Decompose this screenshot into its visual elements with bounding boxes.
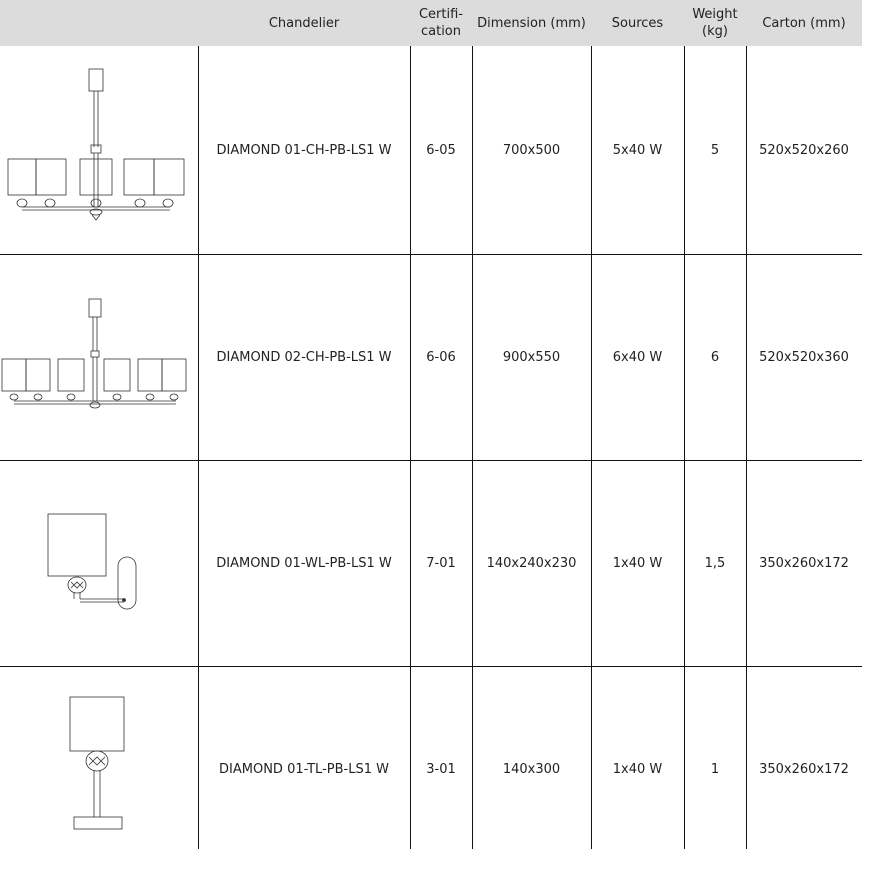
weight-value: 6 (710, 350, 720, 365)
carton-value: 350x260x172 (759, 762, 849, 777)
dimension-value: 140x300 (502, 762, 561, 777)
header-weight: Weight (kg) (692, 7, 738, 39)
certification-value: 6-05 (426, 143, 456, 158)
header-certification: Certifi- cation (418, 7, 463, 39)
dimension-value: 700x500 (502, 143, 561, 158)
certification-value: 3-01 (426, 762, 456, 777)
dimension-value: 900x550 (502, 350, 561, 365)
carton-value: 520x520x360 (759, 350, 849, 365)
header-sources: Sources (611, 15, 664, 31)
model-name: DIAMOND 01-TL-PB-LS1 W (219, 762, 389, 777)
dimension-value: 140x240x230 (486, 556, 577, 571)
model-name: DIAMOND 01-WL-PB-LS1 W (216, 556, 392, 571)
model-name: DIAMOND 01-CH-PB-LS1 W (216, 143, 392, 158)
header-chandelier: Chandelier (268, 15, 340, 31)
weight-value: 1 (710, 762, 720, 777)
five-arm-chandelier-icon (0, 47, 198, 254)
table-header (0, 0, 862, 46)
certification-value: 7-01 (426, 556, 456, 571)
sources-value: 6x40 W (612, 350, 663, 365)
header-dimension: Dimension (mm) (477, 15, 586, 31)
sources-value: 1x40 W (612, 762, 663, 777)
weight-value: 1,5 (704, 556, 726, 571)
carton-value: 350x260x172 (759, 556, 849, 571)
sources-value: 5x40 W (612, 143, 663, 158)
model-name: DIAMOND 02-CH-PB-LS1 W (216, 350, 392, 365)
header-carton: Carton (mm) (762, 15, 846, 31)
table-lamp-icon (0, 667, 198, 849)
six-arm-chandelier-icon (0, 255, 198, 460)
wall-lamp-icon (0, 461, 198, 666)
sources-value: 1x40 W (612, 556, 663, 571)
certification-value: 6-06 (426, 350, 456, 365)
carton-value: 520x520x260 (759, 143, 849, 158)
weight-value: 5 (710, 143, 720, 158)
